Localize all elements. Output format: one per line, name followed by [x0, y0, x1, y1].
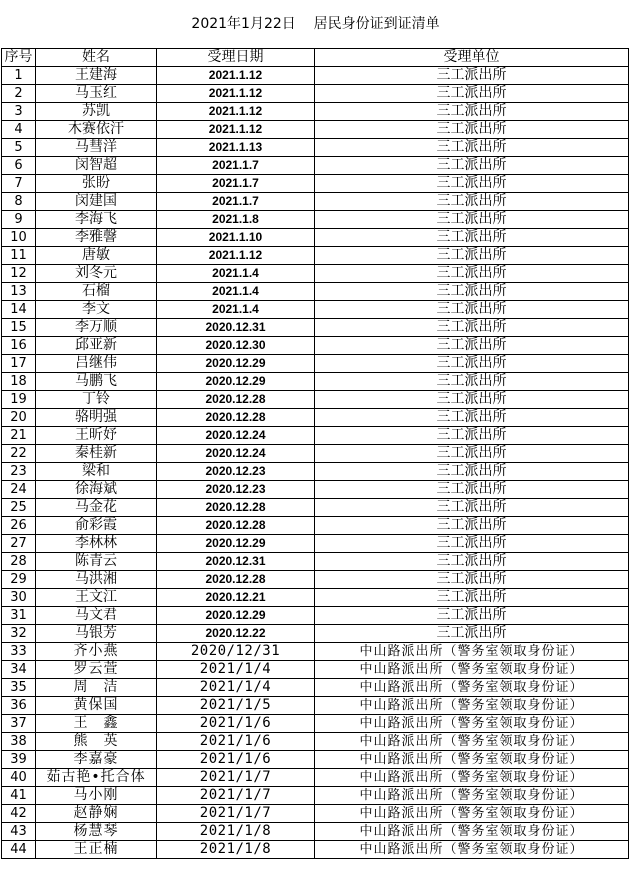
row-name: 赵静娴	[36, 805, 157, 823]
table-row	[2, 193, 629, 211]
table-row	[2, 319, 629, 337]
row-seq: 22	[2, 445, 36, 463]
row-unit: 三工派出所	[315, 553, 629, 571]
row-unit: 中山路派出所（警务室领取身份证）	[315, 751, 629, 769]
row-seq: 21	[2, 427, 36, 445]
row-name: 闵智超	[36, 157, 157, 175]
row-name: 马文君	[36, 607, 157, 625]
row-unit: 三工派出所	[315, 463, 629, 481]
table-row	[2, 571, 629, 589]
row-name: 杨慧琴	[36, 823, 157, 841]
row-name: 黄保国	[36, 697, 157, 715]
row-seq: 37	[2, 715, 36, 733]
row-unit: 三工派出所	[315, 139, 629, 157]
row-seq: 16	[2, 337, 36, 355]
table-row	[2, 445, 629, 463]
row-name: 李文	[36, 301, 157, 319]
table-row	[2, 751, 629, 769]
table-row	[2, 229, 629, 247]
row-unit: 三工派出所	[315, 193, 629, 211]
row-date: 2020.12.29	[157, 355, 315, 373]
table-row	[2, 391, 629, 409]
header-unit: 受理单位	[315, 49, 629, 67]
row-seq: 27	[2, 535, 36, 553]
row-seq: 25	[2, 499, 36, 517]
row-name: 马洪湘	[36, 571, 157, 589]
row-date: 2020.12.30	[157, 337, 315, 355]
row-name: 李万顺	[36, 319, 157, 337]
table-body	[2, 67, 629, 859]
row-name: 马彗洋	[36, 139, 157, 157]
row-unit: 中山路派出所（警务室领取身份证）	[315, 733, 629, 751]
row-date: 2021.1.12	[157, 67, 315, 85]
table-row	[2, 733, 629, 751]
row-name: 刘冬元	[36, 265, 157, 283]
row-name: 马玉红	[36, 85, 157, 103]
row-unit: 三工派出所	[315, 283, 629, 301]
row-unit: 三工派出所	[315, 409, 629, 427]
row-date: 2021/1/4	[157, 661, 315, 679]
row-seq: 31	[2, 607, 36, 625]
row-seq: 32	[2, 625, 36, 643]
row-seq: 18	[2, 373, 36, 391]
row-seq: 10	[2, 229, 36, 247]
row-date: 2020.12.28	[157, 409, 315, 427]
row-date: 2021.1.12	[157, 121, 315, 139]
row-name: 石榴	[36, 283, 157, 301]
table-row	[2, 265, 629, 283]
row-seq: 14	[2, 301, 36, 319]
table-row	[2, 643, 629, 661]
table-row	[2, 121, 629, 139]
row-name: 马鹏飞	[36, 373, 157, 391]
table-row	[2, 67, 629, 85]
row-seq: 29	[2, 571, 36, 589]
row-seq: 3	[2, 103, 36, 121]
row-name: 王建海	[36, 67, 157, 85]
row-unit: 三工派出所	[315, 265, 629, 283]
document-title: 2021年1月22日 居民身份证到证清单	[191, 16, 440, 32]
row-unit: 中山路派出所（警务室领取身份证）	[315, 823, 629, 841]
table-row	[2, 823, 629, 841]
table-row	[2, 535, 629, 553]
id-card-list-table	[1, 48, 629, 859]
row-unit: 三工派出所	[315, 67, 629, 85]
row-name: 梁和	[36, 463, 157, 481]
row-unit: 三工派出所	[315, 355, 629, 373]
row-unit: 三工派出所	[315, 157, 629, 175]
row-name: 李林林	[36, 535, 157, 553]
row-seq: 9	[2, 211, 36, 229]
row-date: 2021/1/6	[157, 733, 315, 751]
row-seq: 17	[2, 355, 36, 373]
row-unit: 三工派出所	[315, 337, 629, 355]
table-row	[2, 211, 629, 229]
row-seq: 15	[2, 319, 36, 337]
row-seq: 1	[2, 67, 36, 85]
header-date: 受理日期	[157, 49, 315, 67]
table-row	[2, 841, 629, 859]
row-date: 2021.1.4	[157, 301, 315, 319]
row-date: 2021/1/6	[157, 751, 315, 769]
row-seq: 13	[2, 283, 36, 301]
row-seq: 30	[2, 589, 36, 607]
table-row	[2, 247, 629, 265]
table-row	[2, 787, 629, 805]
row-unit: 中山路派出所（警务室领取身份证）	[315, 679, 629, 697]
row-name: 王文江	[36, 589, 157, 607]
table-row	[2, 769, 629, 787]
row-name: 马小刚	[36, 787, 157, 805]
row-seq: 26	[2, 517, 36, 535]
row-date: 2020.12.28	[157, 391, 315, 409]
row-unit: 三工派出所	[315, 301, 629, 319]
row-name: 丁铃	[36, 391, 157, 409]
row-date: 2020.12.28	[157, 499, 315, 517]
row-seq: 44	[2, 841, 36, 859]
table-row	[2, 805, 629, 823]
table-row	[2, 715, 629, 733]
row-date: 2021/1/7	[157, 769, 315, 787]
row-date: 2020.12.31	[157, 319, 315, 337]
row-date: 2020.12.29	[157, 607, 315, 625]
row-date: 2020.12.28	[157, 517, 315, 535]
row-date: 2020.12.28	[157, 571, 315, 589]
row-seq: 28	[2, 553, 36, 571]
row-unit: 三工派出所	[315, 211, 629, 229]
row-seq: 19	[2, 391, 36, 409]
row-name: 熊 英	[36, 733, 157, 751]
table-row	[2, 625, 629, 643]
table-header-row	[2, 49, 629, 67]
row-seq: 38	[2, 733, 36, 751]
row-unit: 三工派出所	[315, 121, 629, 139]
row-date: 2021/1/8	[157, 823, 315, 841]
row-seq: 24	[2, 481, 36, 499]
table-row	[2, 355, 629, 373]
header-name: 姓名	[36, 49, 157, 67]
row-name: 王正楠	[36, 841, 157, 859]
table-row	[2, 283, 629, 301]
row-seq: 4	[2, 121, 36, 139]
row-date: 2021/1/7	[157, 787, 315, 805]
row-seq: 20	[2, 409, 36, 427]
row-name: 闵建国	[36, 193, 157, 211]
table-row	[2, 85, 629, 103]
row-seq: 39	[2, 751, 36, 769]
row-seq: 6	[2, 157, 36, 175]
row-unit: 中山路派出所（警务室领取身份证）	[315, 661, 629, 679]
row-name: 王 鑫	[36, 715, 157, 733]
row-date: 2021/1/8	[157, 841, 315, 859]
row-name: 马金花	[36, 499, 157, 517]
table-row	[2, 409, 629, 427]
row-name: 张盼	[36, 175, 157, 193]
table-row	[2, 301, 629, 319]
row-seq: 11	[2, 247, 36, 265]
table-row	[2, 679, 629, 697]
table-row	[2, 337, 629, 355]
row-date: 2021.1.12	[157, 103, 315, 121]
table-row	[2, 175, 629, 193]
row-unit: 三工派出所	[315, 85, 629, 103]
row-seq: 33	[2, 643, 36, 661]
row-date: 2021.1.4	[157, 265, 315, 283]
table-row	[2, 157, 629, 175]
row-date: 2021/1/4	[157, 679, 315, 697]
row-unit: 三工派出所	[315, 607, 629, 625]
row-date: 2021.1.7	[157, 193, 315, 211]
row-unit: 中山路派出所（警务室领取身份证）	[315, 805, 629, 823]
table-row	[2, 517, 629, 535]
table-row	[2, 463, 629, 481]
table-row	[2, 697, 629, 715]
row-unit: 三工派出所	[315, 589, 629, 607]
row-seq: 43	[2, 823, 36, 841]
row-unit: 三工派出所	[315, 535, 629, 553]
row-seq: 8	[2, 193, 36, 211]
row-unit: 三工派出所	[315, 445, 629, 463]
row-date: 2021.1.12	[157, 247, 315, 265]
row-name: 木赛依汗	[36, 121, 157, 139]
row-name: 周 洁	[36, 679, 157, 697]
row-unit: 三工派出所	[315, 373, 629, 391]
row-date: 2020.12.22	[157, 625, 315, 643]
row-date: 2020.12.21	[157, 589, 315, 607]
row-date: 2020.12.29	[157, 535, 315, 553]
row-unit: 三工派出所	[315, 625, 629, 643]
row-unit: 三工派出所	[315, 571, 629, 589]
row-date: 2021.1.10	[157, 229, 315, 247]
row-name: 苏凯	[36, 103, 157, 121]
table-row	[2, 373, 629, 391]
table-row	[2, 499, 629, 517]
row-name: 李嘉豪	[36, 751, 157, 769]
row-seq: 23	[2, 463, 36, 481]
row-unit: 三工派出所	[315, 247, 629, 265]
row-date: 2021.1.4	[157, 283, 315, 301]
row-seq: 35	[2, 679, 36, 697]
row-unit: 三工派出所	[315, 175, 629, 193]
row-name: 李海飞	[36, 211, 157, 229]
row-seq: 12	[2, 265, 36, 283]
table-row	[2, 481, 629, 499]
table-row	[2, 103, 629, 121]
row-date: 2021.1.8	[157, 211, 315, 229]
row-name: 李雅韾	[36, 229, 157, 247]
row-unit: 中山路派出所（警务室领取身份证）	[315, 769, 629, 787]
row-name: 马银芳	[36, 625, 157, 643]
table-row	[2, 589, 629, 607]
row-name: 茹古艳•托合体	[36, 769, 157, 787]
row-date: 2021/1/5	[157, 697, 315, 715]
table-row	[2, 139, 629, 157]
row-unit: 中山路派出所（警务室领取身份证）	[315, 715, 629, 733]
row-unit: 三工派出所	[315, 427, 629, 445]
row-name: 徐海斌	[36, 481, 157, 499]
row-name: 唐敏	[36, 247, 157, 265]
header-seq: 序号	[2, 49, 36, 67]
row-unit: 中山路派出所（警务室领取身份证）	[315, 643, 629, 661]
row-seq: 42	[2, 805, 36, 823]
row-seq: 40	[2, 769, 36, 787]
row-name: 罗云萱	[36, 661, 157, 679]
row-unit: 三工派出所	[315, 319, 629, 337]
row-date: 2021/1/6	[157, 715, 315, 733]
row-date: 2020.12.23	[157, 481, 315, 499]
row-date: 2021.1.7	[157, 175, 315, 193]
row-name: 俞彩霞	[36, 517, 157, 535]
row-date: 2021.1.12	[157, 85, 315, 103]
row-seq: 41	[2, 787, 36, 805]
row-unit: 三工派出所	[315, 103, 629, 121]
row-date: 2020.12.24	[157, 427, 315, 445]
row-date: 2020.12.29	[157, 373, 315, 391]
row-unit: 三工派出所	[315, 499, 629, 517]
row-name: 骆明强	[36, 409, 157, 427]
row-seq: 36	[2, 697, 36, 715]
row-date: 2021.1.13	[157, 139, 315, 157]
row-name: 邱亚新	[36, 337, 157, 355]
row-date: 2020/12/31	[157, 643, 315, 661]
row-date: 2020.12.31	[157, 553, 315, 571]
table-row	[2, 607, 629, 625]
table-row	[2, 661, 629, 679]
row-date: 2021.1.7	[157, 157, 315, 175]
row-unit: 三工派出所	[315, 517, 629, 535]
row-seq: 34	[2, 661, 36, 679]
row-name: 秦桂新	[36, 445, 157, 463]
row-name: 王昕妤	[36, 427, 157, 445]
row-unit: 中山路派出所（警务室领取身份证）	[315, 841, 629, 859]
row-date: 2020.12.23	[157, 463, 315, 481]
table-row	[2, 553, 629, 571]
row-unit: 三工派出所	[315, 391, 629, 409]
row-date: 2020.12.24	[157, 445, 315, 463]
row-seq: 7	[2, 175, 36, 193]
row-seq: 2	[2, 85, 36, 103]
row-name: 齐小燕	[36, 643, 157, 661]
row-name: 吕继伟	[36, 355, 157, 373]
row-name: 陈青云	[36, 553, 157, 571]
row-unit: 中山路派出所（警务室领取身份证）	[315, 787, 629, 805]
row-seq: 5	[2, 139, 36, 157]
row-unit: 中山路派出所（警务室领取身份证）	[315, 697, 629, 715]
row-date: 2021/1/7	[157, 805, 315, 823]
row-unit: 三工派出所	[315, 481, 629, 499]
row-unit: 三工派出所	[315, 229, 629, 247]
table-row	[2, 427, 629, 445]
